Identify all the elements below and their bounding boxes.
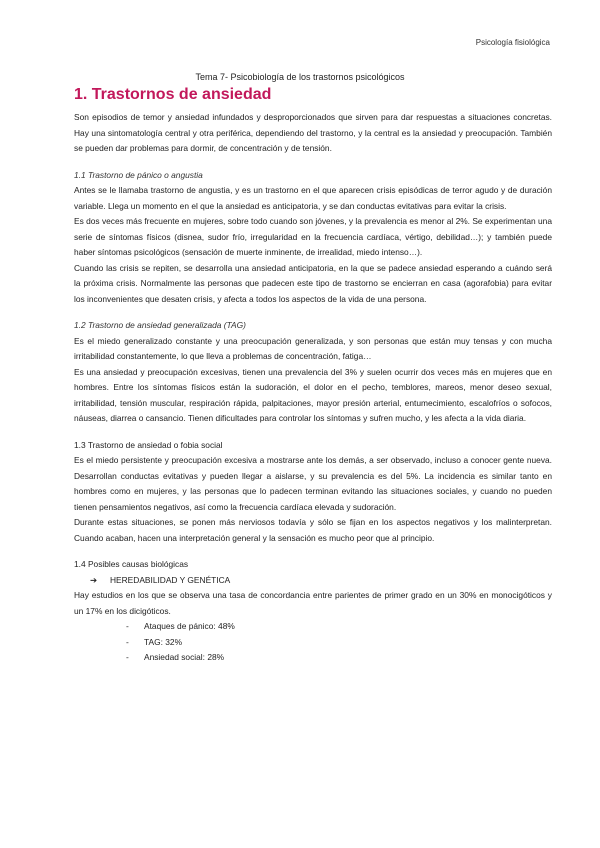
subsection-title-1-2: 1.2 Trastorno de ansiedad generalizada (TAG) bbox=[74, 320, 246, 330]
paragraph: Antes se le llamaba trastorno de angustia, y es un trastorno en el que aparecen crisis episódicas de terror agudo y de duración variable. Llega un momento en el que la ansiedad es anticipatoria, y se dan conductas evitativas para evitar la crisis. bbox=[74, 185, 552, 211]
list-item-text: Ataques de pánico: 48% bbox=[144, 621, 235, 631]
paragraph: Es dos veces más frecuente en mujeres, sobre todo cuando son jóvenes, y la prevalencia es menor al 2%. Se experimentan una serie de síntomas físicos (disnea, sudor frío, irregularidad en la frecuencia cardíaca, vértigo, debilidad…); y también puede haber síntomas psicológicos (sensación de muerte inminente, de irrealidad, miedo intenso…). bbox=[74, 216, 552, 257]
list-item-text: TAG: 32% bbox=[144, 636, 183, 647]
paragraph: Es una ansiedad y preocupación excesivas, tienen una prevalencia del 3% y suelen ocurrir dos veces más en mujeres que en hombres. Entre los síntomas físicos están la sudoración, el dolor en el pecho, temblores, mareos, menor deseo sexual, irritabilidad, tensión muscular, respiración rápida, palpitaciones, mayor presión arterial, entumecimiento, escalofríos o sofocos, náuseas, diarrea o cansancio. Tienen dificultades para controlar los síntomas y sufren mucho, y les afecta a la vida diaria. bbox=[74, 366, 552, 423]
paragraph: Cuando las crisis se repiten, se desarrolla una ansiedad anticipatoria, en la que se padece ansiedad esperando a cuándo será la próxima crisis. Normalmente las personas que padecen este tipo de trastorno se encierran en casa (agorafobia) para evitar los inconvenientes que desaten crisis, y afecta a todos los aspectos de la vida de una persona. bbox=[74, 262, 552, 304]
paragraph: Es el miedo persistente y preocupación excesiva a mostrarse ante los demás, a ser observado, incluso a conocer gente nueva. Desarrollan conductas evitativas y pueden llegar a aislarse, y su prevalencia es del 5%. La incidencia es similar tanto en hombres como en mujeres, y las personas que lo padecen terminan evitando las situaciones sociales, y cuando no pueden tienen pensamientos negativos, así como la frecuencia cardíaca elevada y sudoración. bbox=[74, 455, 552, 512]
list-item bbox=[126, 619, 552, 635]
arrow-icon: ➔ bbox=[90, 574, 98, 585]
dash-marker: - bbox=[126, 636, 129, 647]
topic-title: Tema 7- Psicobiología de los trastornos psicológicos bbox=[195, 72, 405, 82]
subsection-title-1-1: 1.1 Trastorno de pánico o angustia bbox=[74, 169, 203, 180]
course-header: Psicología fisiológica bbox=[475, 38, 550, 47]
section-title: 1. Trastornos de ansiedad bbox=[74, 86, 272, 103]
bullet-item bbox=[90, 573, 552, 589]
list-item bbox=[126, 635, 552, 651]
list-item bbox=[126, 650, 552, 666]
bullet-paragraph: Hay estudios en los que se observa una tasa de concordancia entre parientes de primer grado en un 30% en monocigóticos y un 17% en los dicigóticos. bbox=[74, 590, 552, 616]
dash-marker: - bbox=[126, 652, 129, 662]
intro-paragraph: Son episodios de temor y ansiedad infundados y desproporcionados que sirven para dar respuestas a situaciones concretas. Hay una sintomatología central y otra periférica, dependiendo del trastorno, y la central es la ansiedad y preocupación. También se pueden dar problemas para dormir, de concentración y de tensión. bbox=[74, 112, 552, 153]
paragraph: Es el miedo generalizado constante y una preocupación generalizada, y son personas que están muy tensas y con mucha irritabilidad constantemente, lo que lleva a problemas de concentración, fatiga… bbox=[74, 335, 552, 361]
dash-marker: - bbox=[126, 621, 129, 631]
subsection-title-1-3: 1.3 Trastorno de ansiedad o fobia social bbox=[74, 439, 223, 450]
paragraph: Durante estas situaciones, se ponen más nerviosos todavía y sólo se fijan en los aspectos negativos y los malinterpretan. Cuando acaban, hacen una interpretación general y la sensación es mucho peor que al principio. bbox=[74, 517, 552, 543]
subsection-title-1-4: 1.4 Posibles causas biológicas bbox=[74, 559, 189, 569]
bullet-label: HEREDABILIDAD Y GENÉTICA bbox=[110, 574, 231, 585]
list-item-text: Ansiedad social: 28% bbox=[144, 652, 225, 662]
document-body bbox=[74, 110, 552, 666]
